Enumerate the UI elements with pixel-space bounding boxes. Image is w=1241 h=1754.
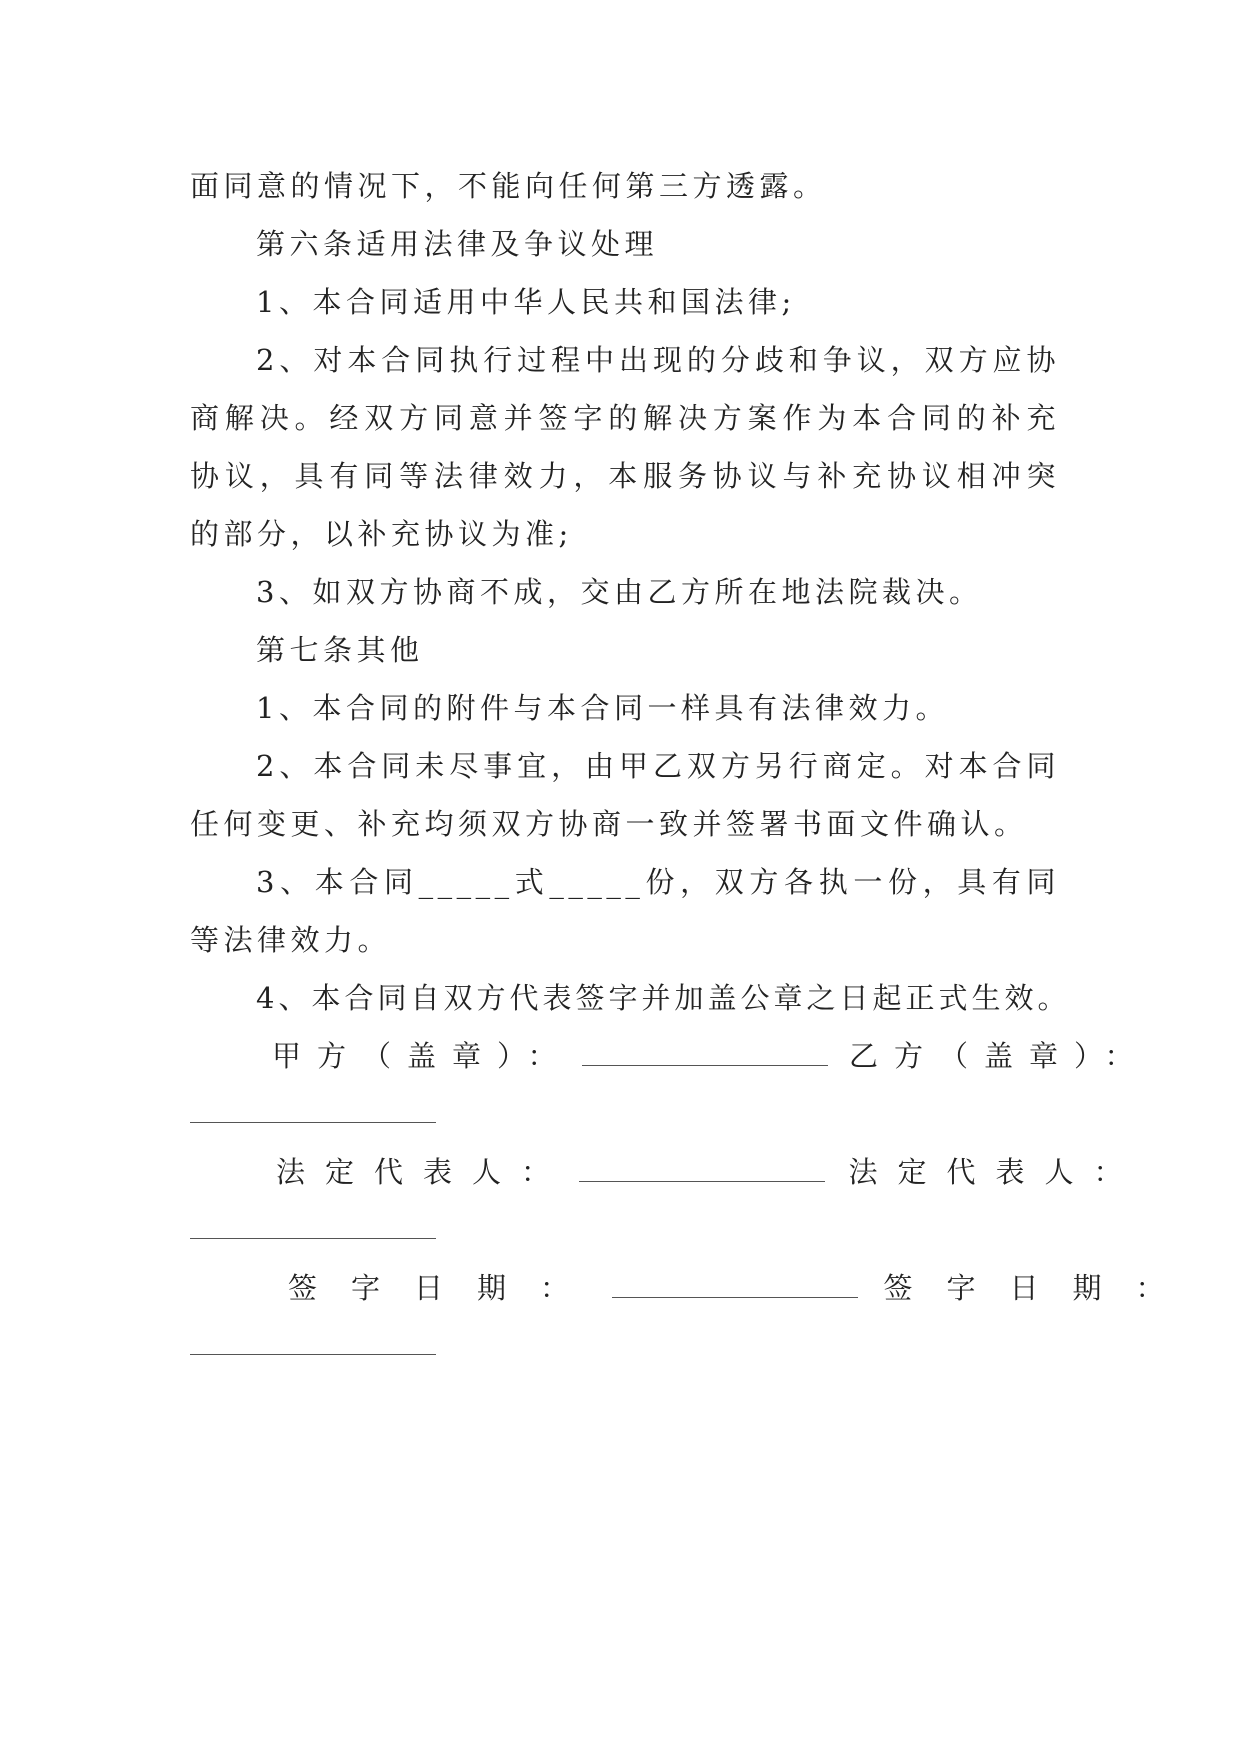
party-b-seal-label: 乙方（盖章）： xyxy=(848,1039,1150,1073)
party-a-seal-label: 甲方（盖章）： xyxy=(272,1039,573,1073)
party-a-rep-blank xyxy=(579,1163,825,1182)
clause-7-1: 1、本合同的附件与本合同一样具有法律效力。 xyxy=(256,691,949,725)
party-b-rep-blank xyxy=(190,1238,436,1239)
party-b-rep-label: 法定代表人： xyxy=(848,1155,1143,1189)
clause-7-3: 3、本合同_____式_____份，双方各执一份，具有同等法律效力。 xyxy=(190,865,1060,957)
party-b-date-label: 签字日期： xyxy=(883,1271,1199,1305)
clause-6-1: 1、本合同适用中华人民共和国法律; xyxy=(256,285,796,319)
party-b-seal-blank xyxy=(190,1122,436,1123)
party-a-rep-label: 法定代表人： xyxy=(276,1155,571,1189)
party-a-date-label: 签字日期： xyxy=(288,1271,604,1305)
section-heading-7: 第七条其他 xyxy=(256,633,424,667)
clause-6-3: 3、如双方协商不成，交由乙方所在地法院裁决。 xyxy=(256,575,983,609)
party-a-date-blank xyxy=(612,1279,858,1298)
signature-row-seal xyxy=(190,1027,1152,1085)
party-b-date-blank xyxy=(190,1354,436,1355)
party-a-seal-blank xyxy=(582,1047,828,1066)
paragraph-confidentiality-end: 面同意的情况下，不能向任何第三方透露。 xyxy=(190,169,827,203)
clause-6-2: 2、对本合同执行过程中出现的分歧和争议，双方应协商解决。经双方同意并签字的解决方案作为本合同的补充协议，具有同等法律效力，本服务协议与补充协议相冲突的部分，以补充协议为准; xyxy=(190,343,1060,551)
clause-7-4: 4、本合同自双方代表签字并加盖公章之日起正式生效。 xyxy=(256,981,1071,1015)
signature-row-rep xyxy=(190,1143,1156,1201)
section-heading-6: 第六条适用法律及争议处理 xyxy=(256,227,659,261)
clause-7-2: 2、本合同未尽事宜，由甲乙双方另行商定。对本合同任何变更、补充均须双方协商一致并签署书面文件确认。 xyxy=(190,749,1060,841)
signature-row-date xyxy=(190,1259,1199,1317)
